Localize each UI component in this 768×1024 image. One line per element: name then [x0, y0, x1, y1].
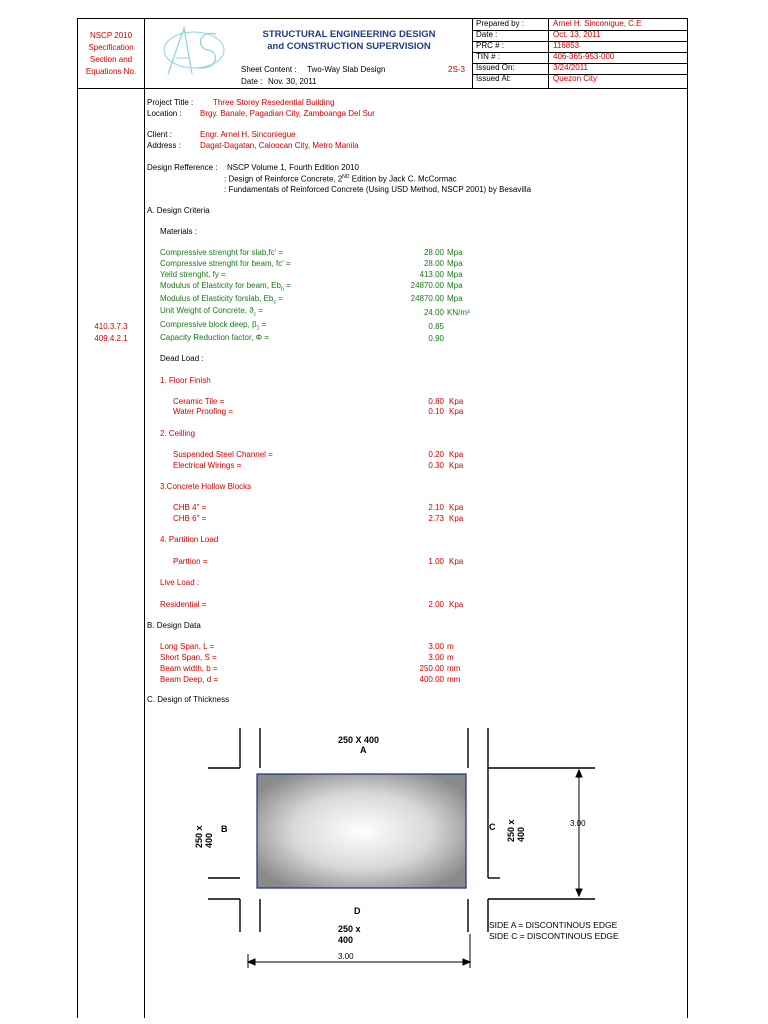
load-label: Water Proofing =	[173, 407, 233, 416]
info-label: Date :	[476, 30, 498, 39]
load-value: 0.10	[428, 407, 444, 416]
design-reference-label: Design Refference :	[147, 163, 218, 172]
load-unit: Kpa	[449, 514, 464, 523]
spec-header	[79, 30, 143, 78]
spec-ref-1: 410.3.7.3	[94, 322, 128, 331]
load-value: 2.00	[428, 600, 444, 609]
company-name-line1: STRUCTURAL ENGINEERING DESIGN	[262, 29, 436, 40]
side-label-c: C	[489, 822, 496, 832]
material-value: 24870.00	[410, 281, 444, 290]
material-label-text: Compressive block deep, β	[160, 320, 257, 329]
material-value: 24870.00	[410, 294, 444, 303]
design-reference-2-b: Edition by Jack C. McCormac	[349, 174, 457, 184]
info-label: PRC # :	[476, 41, 505, 50]
dead-load-label: Dead Load :	[160, 354, 204, 363]
dimension-bottom: 3.00	[338, 952, 354, 961]
partition-heading: 4. Partition Load	[160, 535, 219, 544]
load-unit: Kpa	[449, 397, 464, 406]
load-label: CHB 4" =	[173, 503, 207, 512]
beam-label-top: 250 X 400	[338, 735, 380, 745]
load-label: CHB 6" =	[173, 514, 207, 523]
material-unit: KN/m³	[447, 308, 470, 317]
section-c-heading: C. Design of Thickness	[147, 695, 230, 704]
material-label-sub: b	[280, 286, 284, 293]
material-unit: Mpa	[447, 259, 463, 268]
material-label: Compressive strenght for slab,fc' =	[160, 248, 284, 257]
material-label-text: Unit Weight of Concrete, ϑ	[160, 306, 254, 315]
material-label	[160, 320, 266, 332]
sheet-date-value: Nov. 30, 2011	[268, 77, 317, 86]
spec-header-line: Section and	[89, 55, 133, 64]
load-unit: Kpa	[449, 557, 464, 566]
info-label: Prepared by :	[476, 19, 525, 28]
load-value: 2.73	[428, 514, 444, 523]
material-label: Capacity Reduction factor, Φ =	[160, 333, 269, 342]
material-label	[160, 294, 283, 306]
beam-label-right	[506, 819, 526, 842]
material-label-sub: s	[273, 299, 276, 306]
load-label: Electrical Wirings =	[173, 461, 242, 470]
material-label-text: Modulus of Elasticity forslab, Eb	[160, 294, 274, 303]
beam-label-left-2: 400	[204, 832, 214, 848]
load-label: Residential =	[160, 600, 207, 609]
material-label-sub: 1	[256, 325, 260, 332]
load-unit: Kpa	[449, 600, 464, 609]
load-label: Parttion =	[173, 557, 208, 566]
material-value: 0.85	[428, 322, 444, 331]
section-b-heading: B. Design Data	[147, 621, 201, 630]
project-title-label: Project Title :	[147, 98, 194, 107]
info-label: Issued At:	[476, 74, 512, 83]
section-a-heading: A. Design Criteria	[147, 206, 210, 215]
spec-header-line: NSCP 2010	[89, 31, 133, 40]
sheet-code: 2S-3	[448, 65, 465, 74]
load-value: 0.20	[428, 450, 444, 459]
client-value: Engr. Arnel H. Sinconiegue	[200, 130, 296, 139]
design-data-unit: mm	[447, 675, 461, 684]
material-label-tail: =	[275, 294, 283, 303]
material-value: 0.90	[428, 334, 444, 343]
design-data-label: Beam width, b =	[160, 664, 218, 673]
design-data-label: Long Span, L =	[160, 642, 215, 651]
frame-left-divider	[144, 18, 145, 1018]
sheet-date-label: Date :	[241, 77, 263, 86]
material-value: 413.00	[419, 270, 444, 279]
company-logo	[158, 24, 230, 76]
side-label-b: B	[221, 824, 228, 834]
design-data-value: 250.00	[419, 664, 444, 673]
chb-heading: 3.Concrete Hollow Blocks	[160, 482, 252, 491]
info-value: 406-365-953-000	[553, 52, 615, 61]
design-data-unit: mm	[447, 664, 461, 673]
info-value: Arnel H. Sinconigue, C.E	[553, 19, 642, 28]
load-value: 0.80	[428, 397, 444, 406]
info-row-issued-at	[473, 74, 687, 85]
material-label-tail: =	[259, 320, 267, 329]
material-label	[160, 281, 291, 293]
beam-label-bottom-2: 400	[338, 935, 354, 945]
floor-finish-heading: 1. Floor Finish	[160, 376, 211, 385]
load-unit: Kpa	[449, 461, 464, 470]
sheet-content-value: Two-Way Slab Design	[307, 65, 386, 74]
spec-header-line: Specification	[88, 43, 134, 52]
dimension-right: 3.00	[570, 819, 586, 828]
design-data-value: 400.00	[419, 675, 444, 684]
live-load-label: Live Load :	[160, 578, 200, 587]
beam-label-right-2: 400	[516, 826, 526, 842]
material-unit: Mpa	[447, 281, 463, 290]
info-value: Oct. 13, 2011	[553, 30, 601, 39]
beam-label-bottom	[338, 924, 361, 946]
material-value: 28.00	[423, 248, 444, 257]
beam-label-left	[194, 825, 214, 848]
beam-label-right-1: 250 x	[506, 819, 516, 842]
material-label-sub: c	[253, 311, 257, 318]
load-label: Ceramic Tile =	[173, 397, 225, 406]
material-label-tail: =	[283, 281, 291, 290]
project-title-value: Three Storey Resedential Building	[213, 98, 335, 107]
material-value: 28.00	[423, 259, 444, 268]
design-reference-2-a: : Design of Reinforce Concrete, 2	[224, 174, 343, 184]
company-name-line2: and CONSTRUCTION SUPERVISION	[267, 41, 431, 52]
edge-note-c: SIDE C = DISCONTINOUS EDGE	[489, 931, 619, 941]
location-value: Brgy. Banale, Pagadian City, Zamboanga Del Sur	[200, 109, 375, 118]
material-label-tail: =	[256, 306, 264, 315]
materials-label: Materials :	[160, 227, 197, 236]
ceiling-heading: 2. Ceilling	[160, 429, 196, 438]
material-label	[160, 306, 263, 318]
design-data-value: 3.00	[428, 642, 444, 651]
load-value: 2.10	[428, 503, 444, 512]
load-unit: Kpa	[449, 503, 464, 512]
design-reference-3: : Fundamentals of Reinforced Concrete (Using USD Method, NSCP 2001) by Besavilla	[224, 185, 532, 194]
address-value: Dagat-Dagatan, Caloocan City, Metro Manila	[200, 141, 359, 150]
beam-label-bottom-1: 250 x	[338, 924, 361, 934]
design-data-value: 3.00	[428, 653, 444, 662]
location-label: Location :	[147, 109, 182, 118]
frame-header-bottom	[77, 88, 688, 89]
beam-label-left-1: 250 x	[194, 825, 204, 848]
address-label: Address :	[147, 141, 181, 150]
info-value: Quezon City	[553, 74, 598, 83]
design-reference-1: NSCP Volume 1, Fourth Edition 2010	[227, 163, 359, 172]
material-label: Yeild strenght, fy =	[160, 270, 226, 279]
load-value: 1.00	[428, 557, 444, 566]
frame-left-outer	[77, 18, 78, 1018]
spec-header-line: Equations No.	[85, 67, 137, 76]
side-label-a: A	[360, 745, 367, 755]
spec-ref-2: 409.4.2.1	[94, 334, 128, 343]
load-unit: Kpa	[449, 450, 464, 459]
frame-right	[687, 18, 688, 1018]
material-label-text: Modulus of Elasticity for beam, Eb	[160, 281, 281, 290]
edge-note-a: SIDE A = DISCONTINOUS EDGE	[489, 920, 618, 930]
design-data-unit: m	[447, 642, 454, 651]
design-reference-2	[224, 174, 457, 184]
info-value: 3/24/2011	[553, 63, 588, 72]
design-data-label: Short Span, S =	[160, 653, 217, 662]
side-label-d: D	[354, 906, 361, 916]
material-unit: Mpa	[447, 270, 463, 279]
load-label: Suspended Steel Channel =	[173, 450, 273, 459]
sheet-content-label: Sheet Content :	[241, 65, 297, 74]
design-reference-2-sup: ND	[342, 174, 350, 180]
load-unit: Kpa	[449, 407, 464, 416]
slab-panel	[257, 774, 466, 888]
info-label: TIN # :	[476, 52, 501, 61]
info-label: Issued On:	[476, 63, 515, 72]
design-data-unit: m	[447, 653, 454, 662]
material-unit: Mpa	[447, 294, 463, 303]
info-value: 116853	[553, 41, 580, 50]
client-label: Client :	[147, 130, 172, 139]
material-value: 24.00	[423, 308, 444, 317]
load-value: 0.30	[428, 461, 444, 470]
design-data-label: Beam Deep, d =	[160, 675, 219, 684]
material-label: Compressive strenght for beam, fc' =	[160, 259, 291, 268]
material-unit: Mpa	[447, 248, 463, 257]
